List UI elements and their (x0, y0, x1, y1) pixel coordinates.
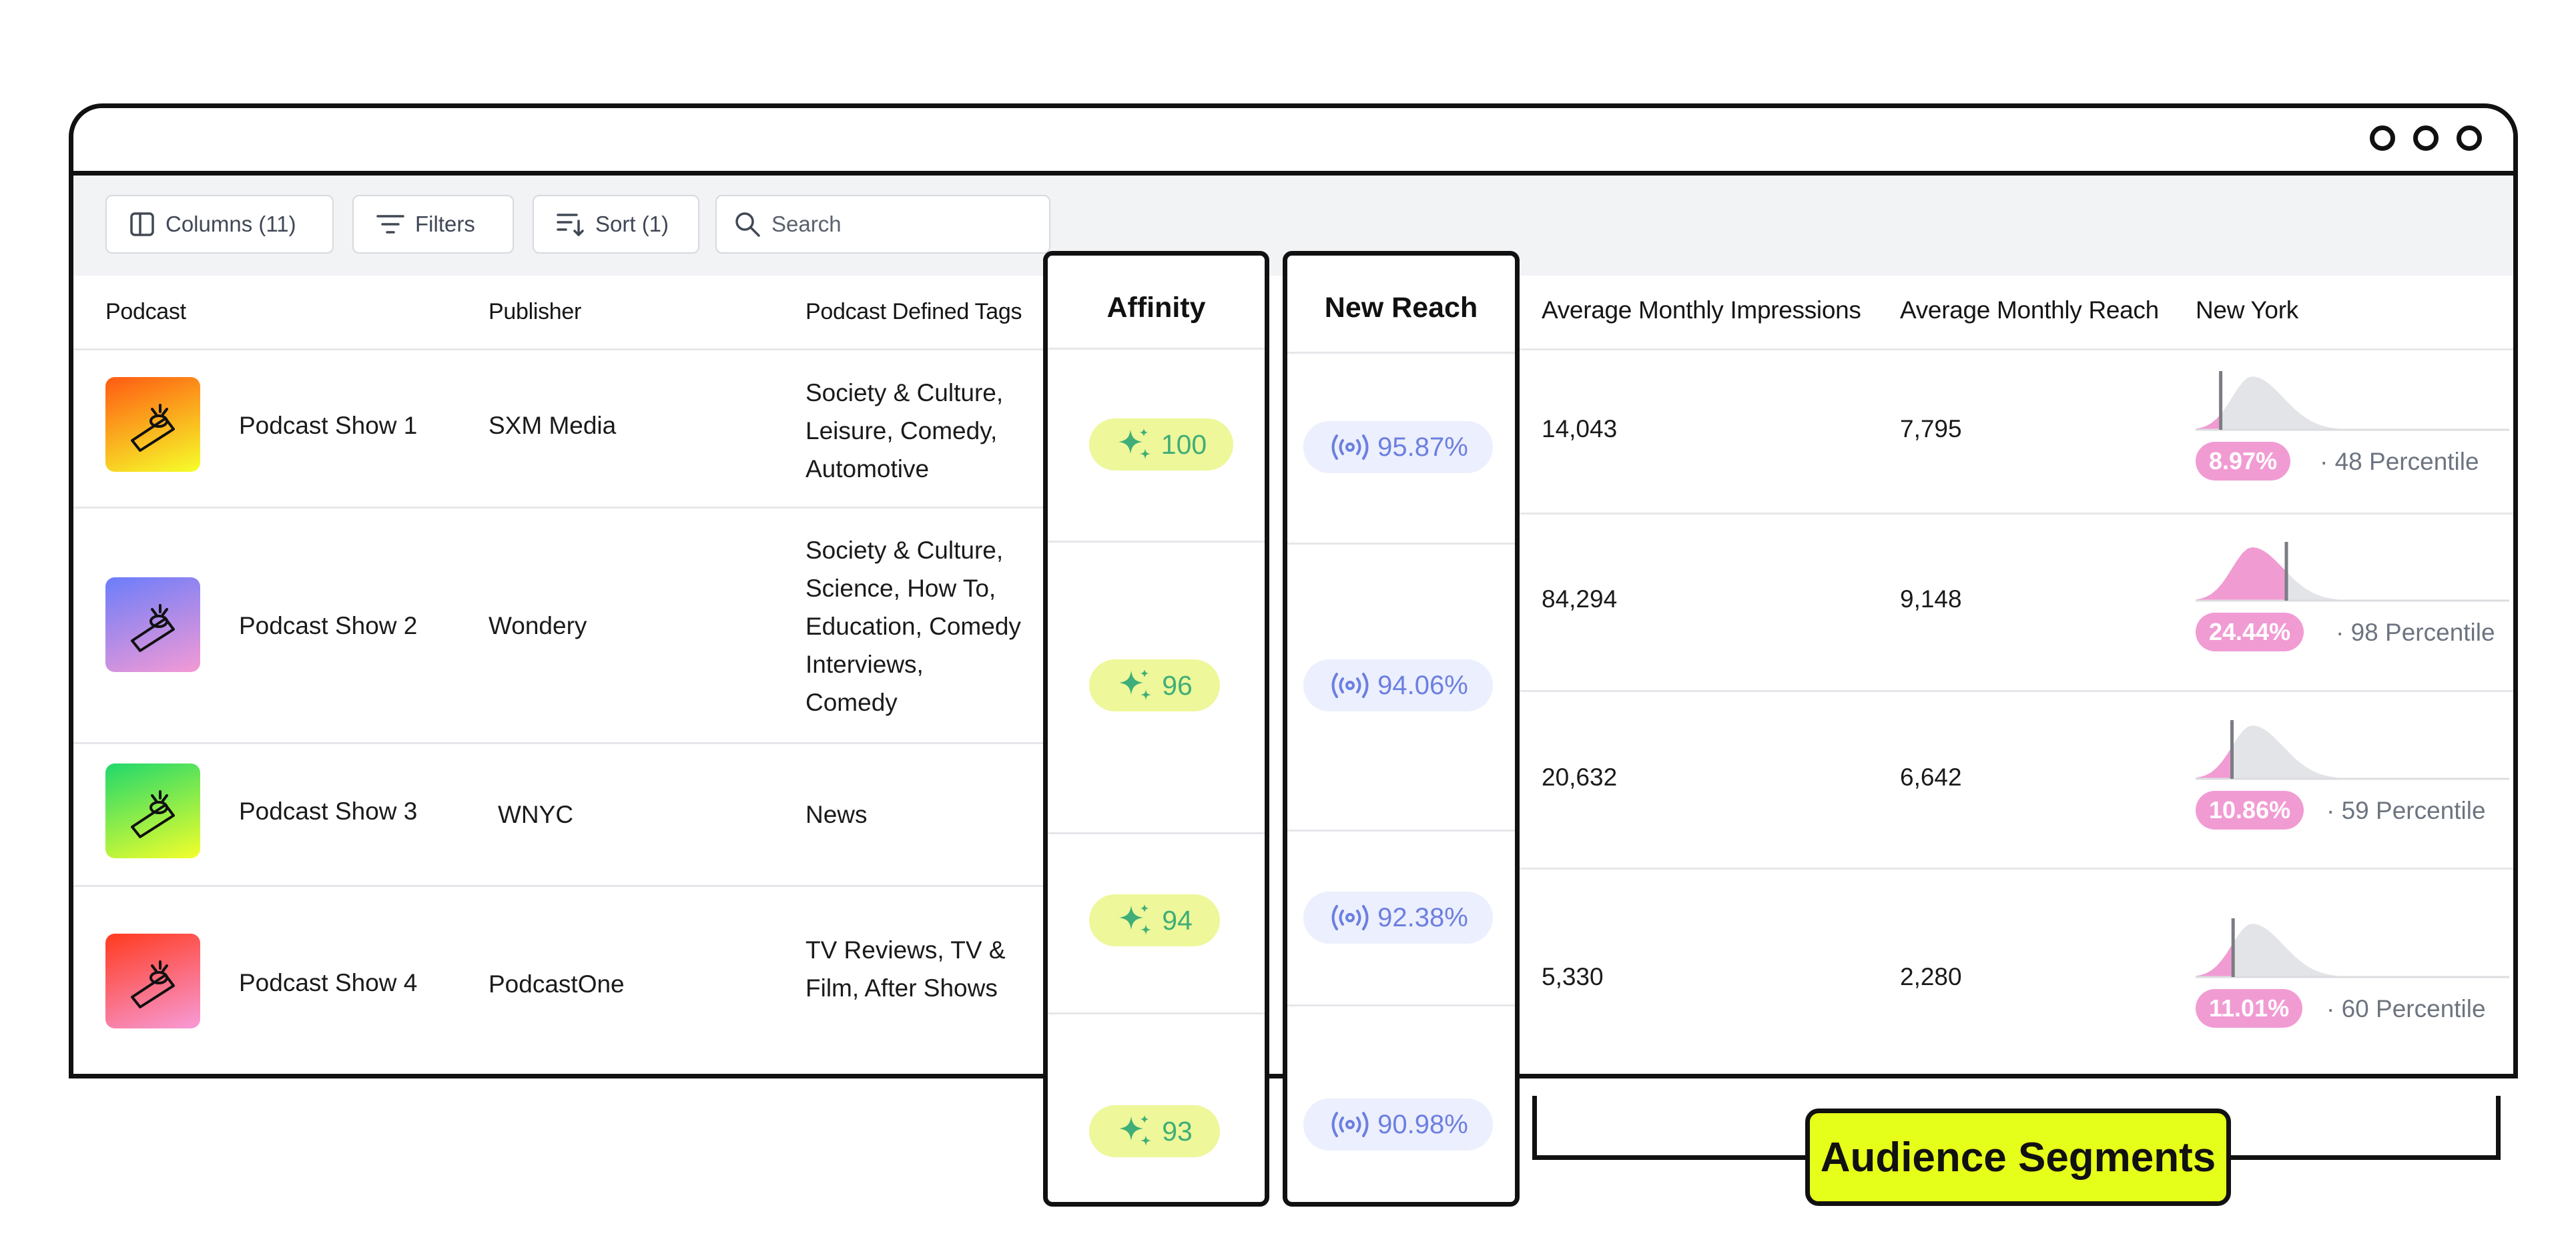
columns-button[interactable] (105, 195, 334, 254)
segment-distribution-curve (2196, 370, 2509, 436)
segment-percent-badge: 10.86% (2196, 791, 2304, 830)
new-reach-column-highlight (1283, 251, 1520, 1207)
window-control-dot-1[interactable] (2370, 125, 2395, 151)
podcast-tags (806, 796, 868, 834)
window-titlebar (73, 108, 2513, 176)
distribution-highlight (2196, 547, 2286, 601)
podcast-tags (806, 374, 1003, 488)
broadcast-icon (1328, 1110, 1372, 1139)
columns-icon (129, 212, 155, 237)
tag-line: Automotive (806, 455, 930, 483)
header-segment-new-york[interactable]: New York (2196, 296, 2298, 324)
tag-line: Comedy (806, 689, 898, 716)
distribution-highlight (2196, 747, 2232, 779)
window-control-dot-2[interactable] (2413, 125, 2439, 151)
publisher-name: SXM Media (489, 412, 617, 439)
search-icon (734, 211, 761, 238)
segment-percentile: · 60 Percentile (2326, 995, 2486, 1022)
tag-line: Film, After Shows (806, 974, 998, 1002)
tag-line: Interviews, (806, 651, 924, 678)
tag-line: News (806, 801, 868, 828)
new-reach-value: 90.98% (1377, 1109, 1468, 1139)
tag-line: Education, Comedy (806, 613, 1021, 640)
reach-value: 2,280 (1900, 963, 1962, 990)
reach-value: 9,148 (1900, 585, 1962, 613)
podcast-tags (806, 531, 1021, 721)
search-input[interactable] (715, 195, 1050, 254)
row-divider (73, 507, 1048, 509)
segment-percent-badge: 8.97% (2196, 442, 2290, 481)
row-divider (1048, 348, 1265, 350)
publisher-name: PodcastOne (489, 970, 625, 998)
reach-value: 6,642 (1900, 763, 1962, 791)
affinity-score-badge[interactable] (1089, 659, 1220, 711)
new-reach-badge[interactable] (1303, 421, 1493, 473)
impressions-value: 5,330 (1542, 963, 1604, 990)
row-divider (1515, 868, 2518, 870)
affinity-score-badge[interactable] (1089, 894, 1220, 946)
affinity-score-badge[interactable] (1089, 418, 1233, 471)
affinity-value: 94 (1162, 904, 1193, 936)
distribution-highlight (2196, 943, 2233, 977)
filters-button[interactable] (352, 195, 514, 254)
new-reach-value: 94.06% (1377, 670, 1468, 700)
row-divider (1287, 543, 1515, 545)
row-divider (73, 885, 1048, 887)
sparkle-icon (1116, 426, 1153, 463)
header-tags[interactable]: Podcast Defined Tags (806, 299, 1022, 324)
sort-icon (557, 212, 585, 237)
filter-icon (376, 213, 404, 236)
new-reach-badge[interactable] (1303, 1099, 1493, 1151)
distribution-area (2196, 725, 2509, 779)
podcast-name[interactable]: Podcast Show 4 (239, 969, 418, 996)
row-divider (1287, 830, 1515, 832)
header-reach[interactable]: Average Monthly Reach (1900, 296, 2159, 324)
kazoo-icon (105, 763, 200, 858)
segment-percentile: · 48 Percentile (2320, 448, 2479, 475)
columns-button-label: Columns (11) (166, 212, 296, 236)
distribution-area (2196, 376, 2509, 430)
sort-button[interactable] (533, 195, 699, 254)
search-placeholder: Search (771, 212, 842, 236)
podcast-thumbnail[interactable] (105, 577, 200, 672)
sparkle-icon (1116, 1113, 1154, 1150)
segment-percent-badge: 24.44% (2196, 613, 2304, 651)
affinity-value: 100 (1161, 428, 1207, 460)
affinity-value: 96 (1162, 669, 1193, 701)
tag-line: Science, How To, (806, 575, 996, 602)
header-podcast[interactable]: Podcast (105, 299, 186, 324)
segment-cell (2196, 719, 2509, 824)
podcast-name[interactable]: Podcast Show 1 (239, 412, 418, 439)
row-divider (1515, 513, 2518, 515)
podcast-thumbnail[interactable] (105, 934, 200, 1028)
row-divider (1287, 352, 1515, 354)
tag-line: Leisure, Comedy, (806, 417, 998, 444)
podcast-name[interactable]: Podcast Show 2 (239, 612, 418, 639)
header-new-reach[interactable]: New Reach (1324, 292, 1478, 324)
row-divider (1287, 1004, 1515, 1006)
sparkle-icon (1116, 667, 1154, 704)
row-divider (1048, 832, 1265, 834)
publisher-name: Wondery (489, 612, 587, 639)
broadcast-icon (1328, 671, 1372, 700)
row-divider (1048, 541, 1265, 543)
new-reach-value: 92.38% (1377, 902, 1468, 932)
tag-line: Society & Culture, (806, 537, 1004, 564)
header-publisher[interactable]: Publisher (489, 299, 582, 324)
row-divider (73, 348, 1048, 350)
segment-distribution-curve (2196, 541, 2509, 607)
new-reach-badge[interactable] (1303, 892, 1493, 944)
publisher-name: WNYC (498, 801, 574, 828)
tag-line: TV Reviews, TV & (806, 936, 1006, 964)
affinity-score-badge[interactable] (1089, 1105, 1220, 1157)
podcast-name[interactable]: Podcast Show 3 (239, 798, 418, 825)
kazoo-icon (105, 577, 200, 672)
broadcast-icon (1328, 432, 1372, 462)
segment-percentile: · 59 Percentile (2326, 797, 2486, 824)
distribution-highlight (2196, 414, 2221, 430)
impressions-value: 20,632 (1542, 763, 1618, 791)
segment-distribution-curve (2196, 917, 2509, 984)
podcast-tags (806, 931, 1006, 1007)
impressions-value: 14,043 (1542, 415, 1618, 442)
window-control-dot-3[interactable] (2457, 125, 2482, 151)
tag-line: Society & Culture, (806, 379, 1004, 406)
row-divider (1048, 1012, 1265, 1014)
segment-cell (2196, 370, 2509, 475)
row-divider (1515, 690, 2518, 692)
segment-percentile: · 98 Percentile (2336, 619, 2495, 646)
segment-cell (2196, 917, 2509, 1022)
segment-distribution-curve (2196, 719, 2509, 786)
affinity-value: 93 (1162, 1115, 1193, 1147)
kazoo-icon (105, 934, 200, 1028)
podcast-thumbnail[interactable] (105, 377, 200, 472)
segment-percent-badge: 11.01% (2196, 989, 2302, 1028)
filters-button-label: Filters (415, 212, 475, 236)
impressions-value: 84,294 (1542, 585, 1618, 613)
distribution-area (2196, 924, 2509, 977)
header-affinity[interactable]: Affinity (1106, 292, 1206, 324)
header-impressions[interactable]: Average Monthly Impressions (1542, 296, 1861, 324)
broadcast-icon (1328, 903, 1372, 932)
segment-cell (2196, 541, 2509, 646)
row-divider (1515, 348, 2518, 350)
audience-segments-label: Audience Segments (1805, 1109, 2231, 1206)
reach-value: 7,795 (1900, 415, 1962, 442)
sparkle-icon (1116, 902, 1154, 939)
row-divider (73, 742, 1048, 744)
new-reach-badge[interactable] (1303, 659, 1493, 711)
podcast-thumbnail[interactable] (105, 763, 200, 858)
kazoo-icon (105, 377, 200, 472)
affinity-column-highlight (1043, 251, 1269, 1207)
new-reach-value: 95.87% (1377, 432, 1468, 462)
sort-button-label: Sort (1) (595, 212, 669, 236)
